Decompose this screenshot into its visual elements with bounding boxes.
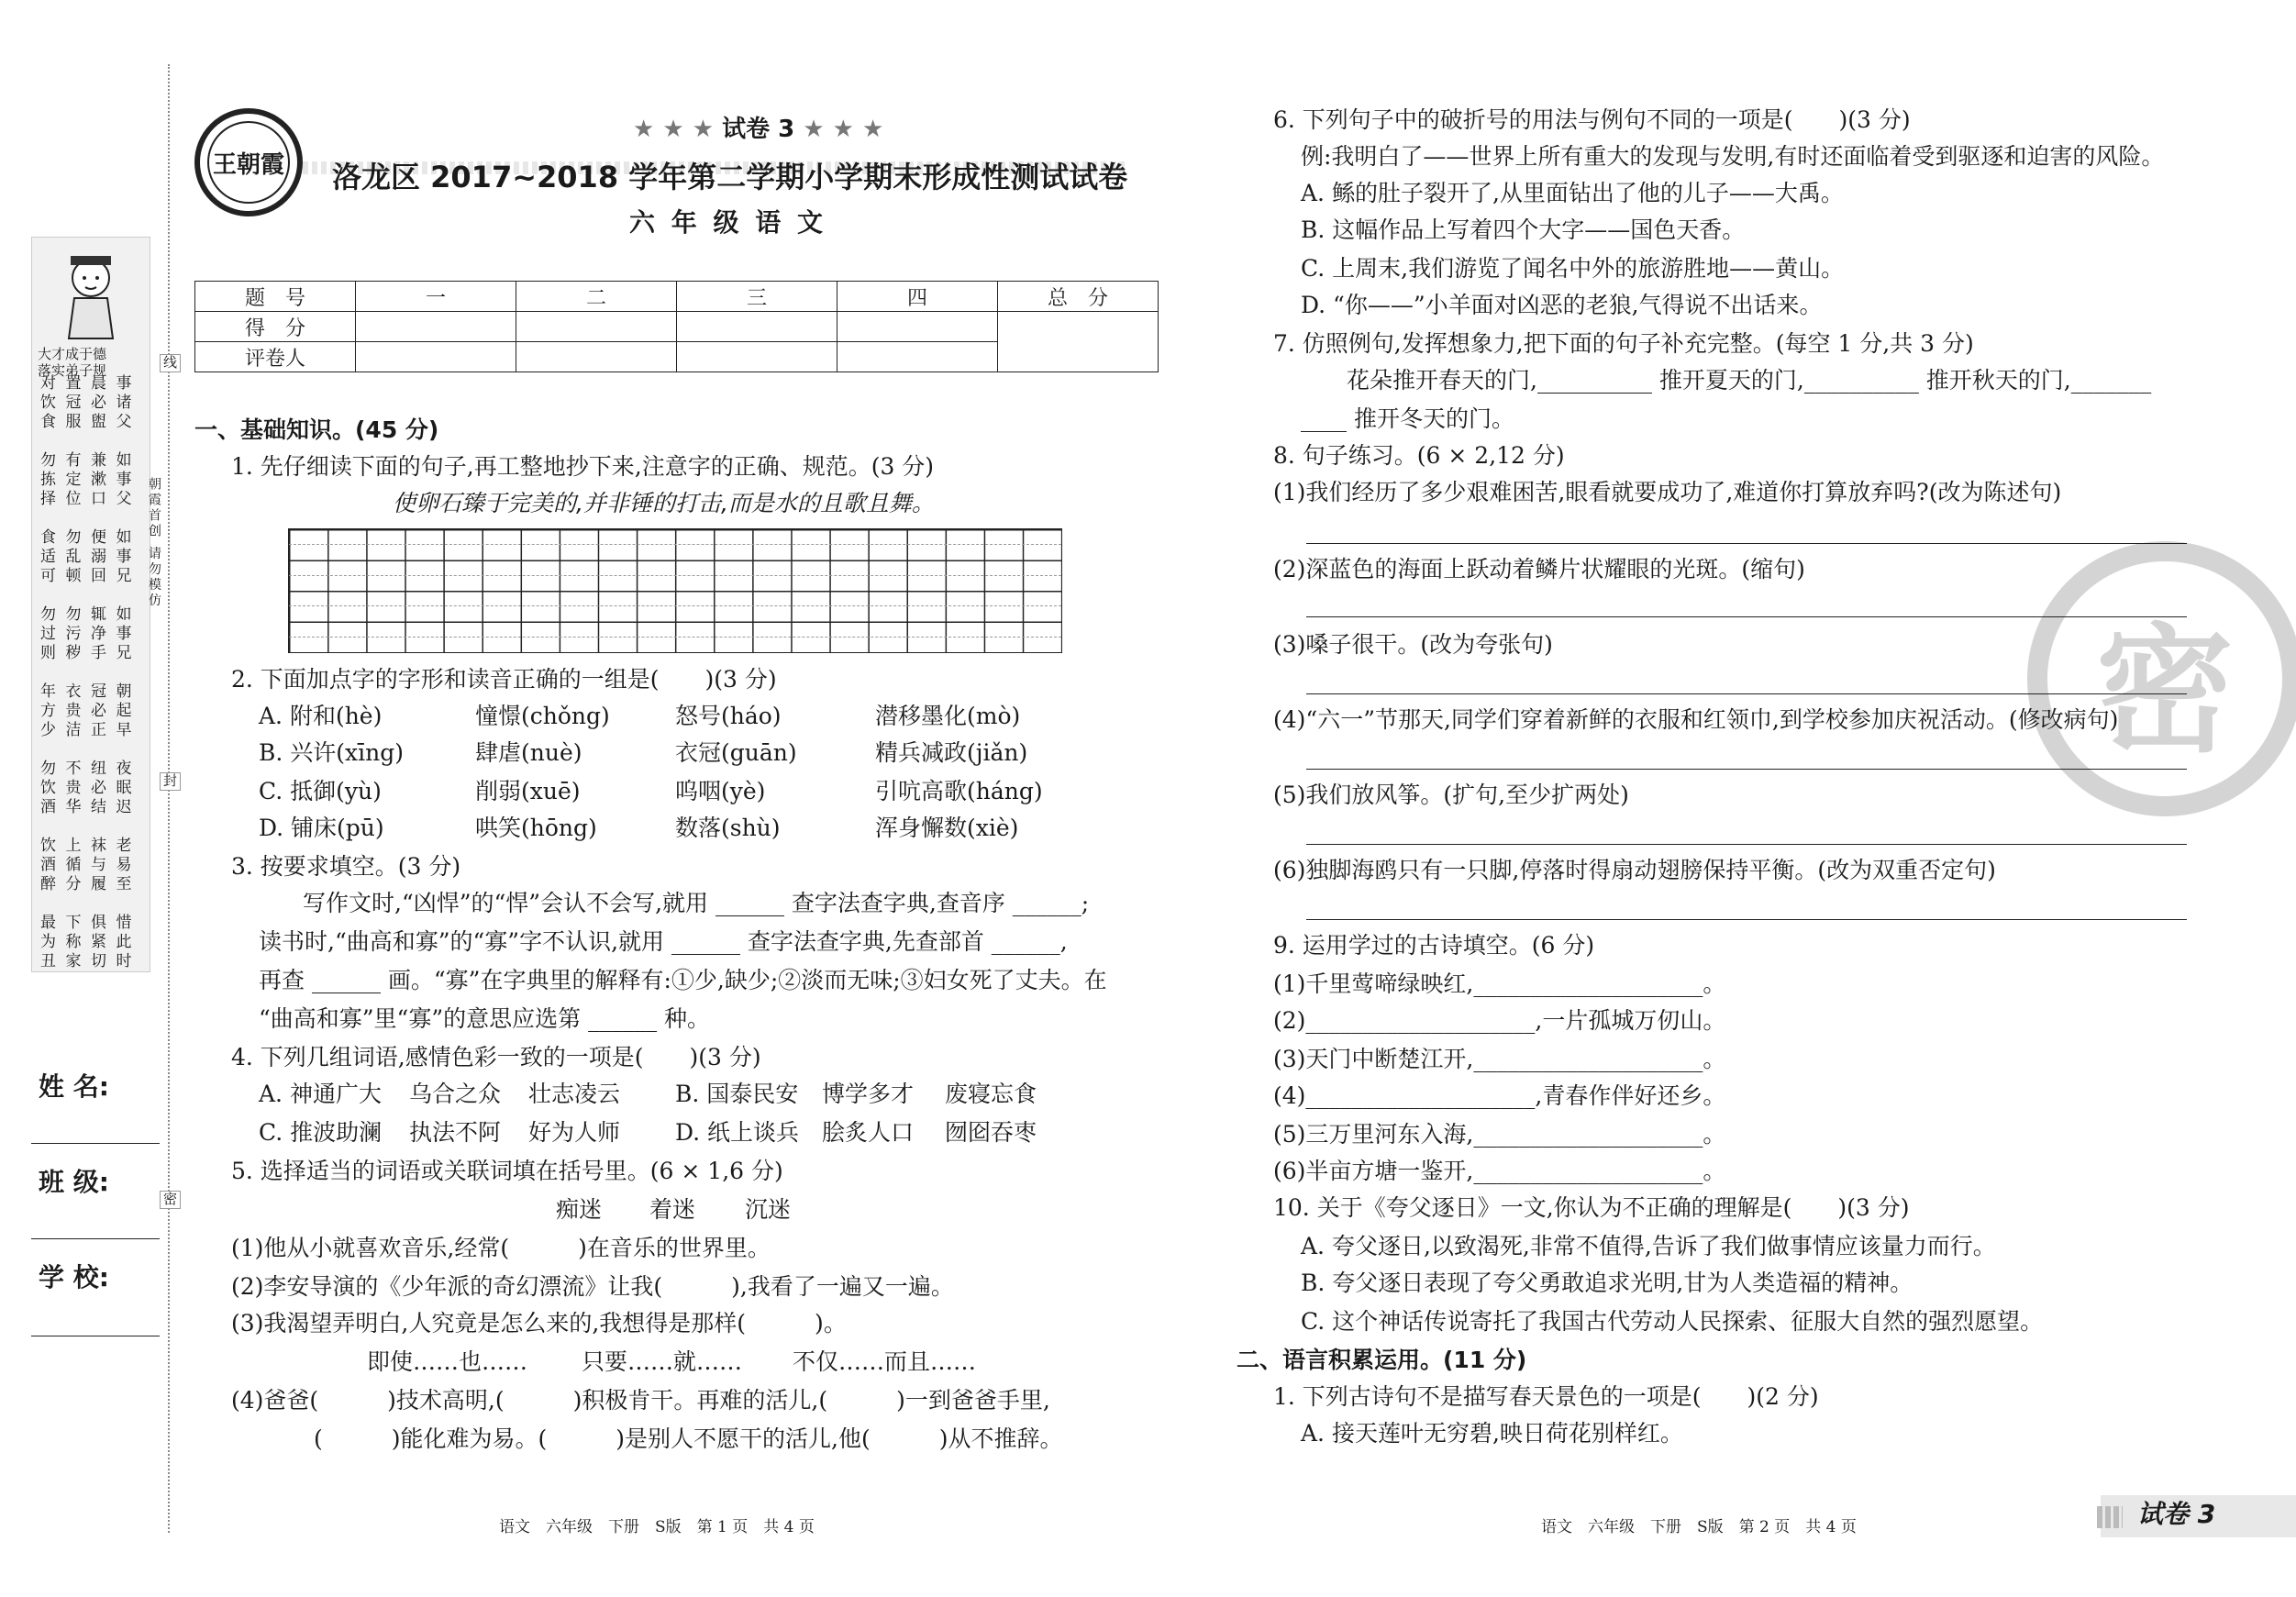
score-header: 总 分 xyxy=(998,282,1159,312)
q4-option: 脍炙人口 xyxy=(822,1119,915,1146)
q9-item[interactable]: (4)____________________,青春作伴好还乡。 xyxy=(1273,1082,1726,1109)
grader-cell[interactable] xyxy=(356,342,516,372)
q8-answer-line[interactable] xyxy=(1306,919,2187,920)
q5-item[interactable]: (3)我渴望弄明白,人究竟是怎么来的,我想得是那样( )。 xyxy=(231,1310,847,1336)
q2-option: 削弱(xuē) xyxy=(475,778,581,804)
q8-answer-line[interactable] xyxy=(1306,543,2187,544)
q1-sentence: 使卵石臻于完美的,并非锤的打击,而是水的且歌且舞。 xyxy=(393,490,935,516)
q4-option: 执法不阿 xyxy=(409,1119,502,1146)
q2-option: 憧憬(chǒng) xyxy=(475,703,610,729)
series-badge: ★ ★ ★ 试卷 3 ★ ★ ★ xyxy=(633,116,884,143)
q6-example: 例:我明白了——世界上所有重大的发现与发明,有时还面临着受到驱逐和迫害的风险。 xyxy=(1301,143,2165,170)
q2-option: 怒号(háo) xyxy=(675,703,782,729)
page-footer-2: 语文 六年级 下册 S版 第 2 页 共 4 页 xyxy=(1541,1518,1857,1536)
score-cell[interactable] xyxy=(677,312,837,342)
score-row-label: 评卷人 xyxy=(195,342,356,372)
q4-prompt: 4. 下列几组词语,感情色彩一致的一项是( )(3 分) xyxy=(231,1044,761,1070)
score-header: 三 xyxy=(677,282,837,312)
q4-option: 壮志凌云 xyxy=(528,1081,621,1107)
copy-writing-grid[interactable] xyxy=(288,528,1062,653)
score-table xyxy=(194,281,1159,372)
q2-option: 数落(shù) xyxy=(675,815,781,841)
binding-label-secret: 密 xyxy=(160,1191,181,1209)
q7-prompt: 7. 仿照例句,发挥想象力,把下面的句子补充完整。(每空 1 分,共 3 分) xyxy=(1273,330,1974,357)
q5-word: 沉迷 xyxy=(745,1196,792,1223)
sidebar-motto: 大才成于德 落实弟子规 xyxy=(38,346,107,379)
q5-item[interactable]: (1)他从小就喜欢音乐,经常( )在音乐的世界里。 xyxy=(231,1235,771,1261)
score-cell[interactable] xyxy=(837,312,998,342)
q7-line[interactable]: ____ 推开冬天的门。 xyxy=(1301,405,1514,432)
name-label: 姓 名: xyxy=(39,1071,109,1102)
cartoon-student-icon xyxy=(58,247,124,348)
q4-option: 博学多才 xyxy=(822,1081,915,1107)
q10-option[interactable]: A. 夸父逐日,以致渴死,非常不值得,告诉了我们做事情应该量力而行。 xyxy=(1301,1233,1996,1259)
binding-label-line: 线 xyxy=(160,354,181,372)
q4-option: 废寝忘食 xyxy=(945,1081,1037,1107)
confidential-seal-watermark: 密 xyxy=(2027,541,2296,816)
q4-option[interactable]: C. 推波助澜 xyxy=(259,1119,383,1146)
badge-decoration-icon xyxy=(2097,1506,2123,1528)
q8-item: (1)我们经历了多少艰难困苦,眼看就要成功了,难道你打算放弃吗?(改为陈述句) xyxy=(1273,479,2062,505)
class-field[interactable] xyxy=(31,1238,160,1239)
q8-answer-line[interactable] xyxy=(1306,769,2187,770)
q9-item[interactable]: (5)三万里河东入海,____________________。 xyxy=(1273,1121,1726,1148)
q2-option: 衣冠(guān) xyxy=(675,739,797,766)
score-header: 四 xyxy=(837,282,998,312)
q4-option[interactable]: A. 神通广大 xyxy=(259,1081,382,1107)
q9-prompt: 9. 运用学过的古诗填空。(6 分) xyxy=(1273,932,1595,959)
q4-option: 好为人师 xyxy=(528,1119,621,1146)
score-header: 一 xyxy=(356,282,516,312)
q6-option[interactable]: B. 这幅作品上写着四个大字——国色天香。 xyxy=(1301,216,1746,243)
q9-item[interactable]: (3)天门中断楚江开,____________________。 xyxy=(1273,1046,1726,1072)
s2-q1-option[interactable]: A. 接天莲叶无穷碧,映日荷花别样红。 xyxy=(1301,1420,1683,1447)
score-header: 二 xyxy=(516,282,677,312)
q2-option: 哄笑(hōng) xyxy=(475,815,597,841)
q6-option[interactable]: A. 鲧的肚子裂开了,从里面钻出了他的儿子——大禹。 xyxy=(1301,180,1844,206)
q5-prompt: 5. 选择适当的词语或关联词填在括号里。(6 × 1,6 分) xyxy=(231,1158,783,1184)
q2-option: 呜咽(yè) xyxy=(675,778,766,804)
q2-option: 浑身懈数(xiè) xyxy=(875,815,1019,841)
grader-cell[interactable] xyxy=(837,342,998,372)
q6-prompt: 6. 下列句子中的破折号的用法与例句不同的一项是( )(3 分) xyxy=(1273,106,1911,133)
grader-cell[interactable] xyxy=(677,342,837,372)
q3-line[interactable]: 写作文时,“凶悍”的“悍”会认不会写,就用 ______ 查字法查字典,查音序 ______; xyxy=(303,890,1090,916)
q10-prompt: 10. 关于《夸父逐日》一文,你认为不正确的理解是( )(3 分) xyxy=(1273,1194,1910,1221)
q7-line[interactable]: 花朵推开春天的门,__________ 推开夏天的门,__________ 推开秋天的门,_______ xyxy=(1347,367,2152,394)
class-label: 班 级: xyxy=(39,1167,109,1197)
q2-option: 肆虐(nuè) xyxy=(475,739,582,766)
q8-answer-line[interactable] xyxy=(1306,693,2187,694)
q5-conj: 不仅……而且…… xyxy=(793,1348,977,1375)
fold-line xyxy=(168,64,170,1533)
q9-item[interactable]: (1)千里莺啼绿映红,____________________。 xyxy=(1273,970,1726,997)
publisher-logo xyxy=(194,108,303,216)
q8-item: (4)“六一”节那天,同学们穿着新鲜的衣服和红领巾,到学校参加庆祝活动。(修改病句) xyxy=(1273,706,2119,733)
section-2-heading: 二、语言积累运用。(11 分) xyxy=(1237,1347,1527,1373)
exam-badge-label: 试卷 3 xyxy=(2137,1499,2216,1529)
q2-option: 引吭高歌(háng) xyxy=(875,778,1043,804)
q8-item: (3)嗓子很干。(改为夸张句) xyxy=(1273,631,1553,658)
copyright-note: 朝霞首创 请勿模仿 xyxy=(147,477,161,609)
binding-label-seal: 封 xyxy=(160,772,181,791)
q2-option: 潜移墨化(mò) xyxy=(875,703,1021,729)
q2-option[interactable]: A. 附和(hè) xyxy=(259,703,383,729)
q8-item: (6)独脚海鸥只有一只脚,停落时得扇动翅膀保持平衡。(改为双重否定句) xyxy=(1273,857,1996,883)
q2-option[interactable]: C. 抵御(yù) xyxy=(259,778,382,804)
q1-prompt: 1. 先仔细读下面的句子,再工整地抄下来,注意字的正确、规范。(3 分) xyxy=(231,453,935,480)
q10-option[interactable]: B. 夸父逐日表现了夸父勇敢追求光明,甘为人类造福的精神。 xyxy=(1301,1270,1913,1296)
grader-cell[interactable] xyxy=(516,342,677,372)
q10-option[interactable]: C. 这个神话传说寄托了我国古代劳动人民探索、征服大自然的强烈愿望。 xyxy=(1301,1308,2044,1335)
q2-option[interactable]: D. 铺床(pū) xyxy=(259,815,384,841)
q5-item[interactable]: (4)爸爸( )技术高明,( )积极肯干。再难的活儿,( )一到爸爸手里, xyxy=(231,1387,1050,1414)
q8-answer-line[interactable] xyxy=(1306,616,2187,617)
q8-item: (2)深蓝色的海面上跃动着鳞片状耀眼的光斑。(缩句) xyxy=(1273,556,1805,582)
q5-word: 着迷 xyxy=(649,1196,696,1223)
q3-line[interactable]: 读书时,“曲高和寡”的“寡”字不认识,就用 ______ 查字法查字典,先查部首 ______, xyxy=(259,928,1068,955)
exam-title: 洛龙区 2017~2018 学年第二学期小学期末形成性测试试卷 xyxy=(332,160,1128,194)
q4-option[interactable]: B. 国泰民安 xyxy=(675,1081,799,1107)
q5-word: 痴迷 xyxy=(556,1196,603,1223)
score-cell[interactable] xyxy=(516,312,677,342)
total-score-cell[interactable] xyxy=(998,312,1159,372)
q6-option[interactable]: D. “你——”小羊面对凶恶的老狼,气得说不出话来。 xyxy=(1301,292,1823,318)
q9-item[interactable]: (6)半亩方塘一鉴开,____________________。 xyxy=(1273,1158,1726,1184)
name-field[interactable] xyxy=(31,1143,160,1144)
q2-option: 精兵减政(jiǎn) xyxy=(875,739,1028,766)
score-header: 题 号 xyxy=(195,282,356,312)
q9-item[interactable]: (2)____________________,一片孤城万仞山。 xyxy=(1273,1007,1726,1034)
score-row-label: 得 分 xyxy=(195,312,356,342)
section-1-heading: 一、基础知识。(45 分) xyxy=(194,416,439,443)
q8-prompt: 8. 句子练习。(6 × 2,12 分) xyxy=(1273,442,1565,469)
q3-line[interactable]: “曲高和寡”里“寡”的意思应选第 ______ 种。 xyxy=(259,1005,711,1032)
q2-prompt: 2. 下面加点字的字形和读音正确的一组是( )(3 分) xyxy=(231,666,777,693)
q4-option[interactable]: D. 纸上谈兵 xyxy=(675,1119,800,1146)
q8-answer-line[interactable] xyxy=(1306,844,2187,845)
q6-option[interactable]: C. 上周末,我们游览了闻名中外的旅游胜地——黄山。 xyxy=(1301,255,1845,282)
s2-q1-prompt: 1. 下列古诗句不是描写春天景色的一项是( )(2 分) xyxy=(1273,1383,1819,1410)
q2-option[interactable]: B. 兴许(xīng) xyxy=(259,739,404,766)
score-cell[interactable] xyxy=(356,312,516,342)
q4-option: 囫囵吞枣 xyxy=(945,1119,1037,1146)
q3-line[interactable]: 再查 ______ 画。“寡”在字典里的解释有:①少,缺少;②淡而无味;③妇女死了丈夫。在 xyxy=(259,967,1107,993)
page-footer-1: 语文 六年级 下册 S版 第 1 页 共 4 页 xyxy=(499,1518,815,1536)
school-label: 学 校: xyxy=(39,1262,109,1292)
q5-conj: 即使……也…… xyxy=(367,1348,528,1375)
exam-subtitle: 六 年 级 语 文 xyxy=(629,207,826,238)
q8-item: (5)我们放风筝。(扩句,至少扩两处) xyxy=(1273,782,1629,808)
q4-option: 乌合之众 xyxy=(409,1081,502,1107)
q5-item[interactable]: ( )能化难为易。( )是别人不愿干的活儿,他( )从不推辞。 xyxy=(314,1425,1063,1452)
q5-conj: 只要……就…… xyxy=(582,1348,743,1375)
sidebar-verses: 对 置 晨 事 饮 冠 必 诸 食 服 盥 父 勿 有 兼 如 拣 定 漱 事 择 位 口 父 食 勿 便 如 适 乱 溺 事 可 顿 回 兄 勿 勿 辄 如 过 污 净 事 则 秽 手 兄 年 衣 冠 朝 方 贵 必 起 少 洁 正 早 勿 不 纽 夜 饮 贵 必 眠 酒 华 结 迟 饮 上 袜 老 酒 循 与 易 醉 分 履 至 最 下 俱 惜 为 称 紧 此 丑 家 切 时 xyxy=(40,374,133,970)
q3-prompt: 3. 按要求填空。(3 分) xyxy=(231,853,461,880)
logo-text: 王朝霞 xyxy=(207,121,290,204)
q5-item[interactable]: (2)李安导演的《少年派的奇幻漂流》让我( ),我看了一遍又一遍。 xyxy=(231,1273,954,1300)
